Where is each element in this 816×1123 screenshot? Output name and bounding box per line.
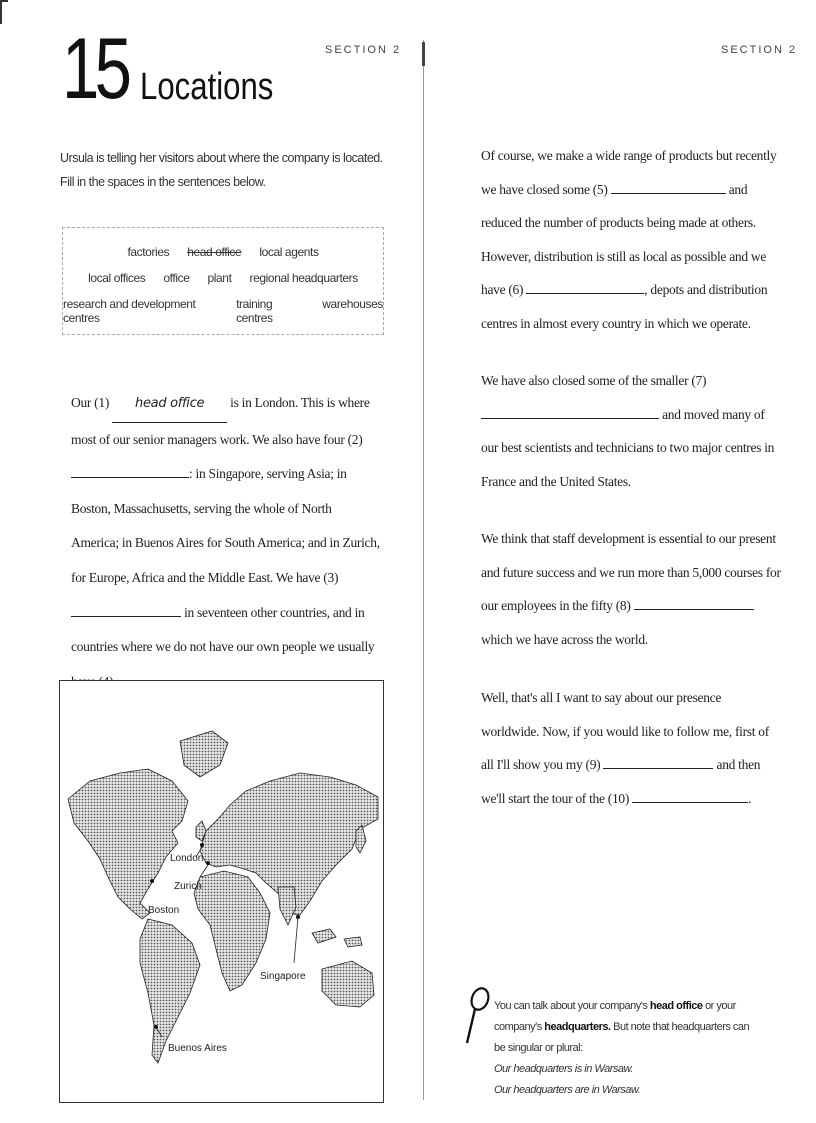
text-segment: Of course, we make a wide range of products but recently we have closed some (5) [481, 148, 777, 197]
right-paragraph-4 [481, 681, 781, 815]
unit-title: Locations [140, 66, 274, 108]
word-training-centres: training centres [236, 297, 273, 325]
new-guinea [344, 937, 362, 947]
world-map [59, 680, 384, 1103]
word-local-agents: local agents [259, 245, 319, 259]
tip-segment: or your company's [494, 1000, 736, 1033]
crop-mark [0, 0, 8, 24]
text-segment: Our (1) [71, 395, 110, 410]
word-factories: factories [127, 245, 170, 259]
word-box-row-2 [63, 271, 383, 285]
blank-10[interactable] [632, 788, 748, 803]
word-warehouses: warehouses [322, 297, 383, 311]
japan [356, 825, 366, 853]
page-spine-divider [423, 40, 424, 1100]
tip-note [494, 996, 756, 1101]
blank-8[interactable] [634, 595, 754, 610]
word-office: office [163, 271, 190, 285]
word-regional-headquarters: regional headquarters [249, 271, 358, 285]
word-plant: plant [207, 271, 232, 285]
text-segment: which we have across the world. [481, 631, 648, 647]
text-segment: and moved many of our best scientists and technicians to two major centres in France and the United States. [481, 406, 775, 489]
australia [322, 961, 374, 1007]
blank-5[interactable] [611, 179, 726, 194]
text-segment: We think that staff development is essential to our present and future success and we run more than 5,000 courses for our employees in the fifty (8) [481, 531, 781, 613]
indonesia [312, 929, 336, 943]
blank-7[interactable] [481, 404, 659, 419]
zurich-marker [206, 861, 210, 865]
section-label-left: SECTION 2 [325, 44, 402, 56]
tip-bold-head-office: head office [649, 1000, 703, 1012]
word-box-row-1 [63, 245, 383, 259]
word-research-centres: research and development centres [63, 297, 196, 325]
label-buenos-aires: Buenos Aires [168, 1043, 227, 1054]
magnifier-tip-icon [462, 985, 492, 1047]
word-box [62, 227, 384, 335]
tip-example-1: Our headquarters is in Warsaw. [494, 1063, 633, 1075]
section-label-right: SECTION 2 [721, 44, 798, 56]
text-segment: is in London. This is where most of our senior managers work. We also have four (2) [71, 395, 370, 447]
answer-1-handwritten: head office [112, 387, 227, 423]
text-segment: , depots and distribution centres in almost every country in which we operate. [481, 282, 768, 331]
tip-bold-headquarters: headquarters. [544, 1021, 611, 1033]
label-singapore: Singapore [260, 971, 306, 982]
north-america [68, 769, 188, 919]
unit-number: 15 [62, 21, 128, 117]
text-segment: Well, that's all I want to say about our presence worldwide. Now, if you would like to follow me, first of all I'll show you my (9) [481, 690, 769, 772]
right-paragraph-2 [481, 364, 781, 498]
south-america [140, 919, 200, 1063]
left-paragraph [71, 386, 381, 699]
spine-mark [422, 42, 425, 66]
text-segment: : in Singapore, serving Asia; in Boston, Massachusetts, serving the whole of North America; in Buenos Aires for South America; and in Zurich, for Europe, Africa and the Middle East. We have (3) [71, 466, 380, 585]
word-head-office-struck: head office [187, 245, 242, 259]
instructions: Ursula is telling her visitors about where the company is located. Fill in the spaces in the sentences below. [60, 151, 383, 189]
boston-marker [150, 879, 154, 883]
blank-9[interactable] [603, 754, 713, 769]
text-segment: and reduced the number of products being made at others. However, distribution is still as local as possible and we have (6) [481, 181, 767, 297]
tip-example-2: Our headquarters are in Warsaw. [494, 1084, 641, 1096]
india [278, 887, 296, 925]
tip-line [494, 996, 756, 1059]
label-boston: Boston [148, 905, 180, 916]
blank-3[interactable] [71, 602, 181, 617]
world-map-illustration [60, 681, 385, 1104]
blank-2[interactable] [71, 463, 189, 478]
right-paragraph-1 [481, 139, 781, 340]
right-paragraph-3 [481, 522, 781, 656]
text-segment: We have also closed some of the smaller (7) [481, 373, 707, 388]
tip-segment: But note that headquarters can be singular or plural: [494, 1021, 750, 1054]
buenos-aires-marker [154, 1025, 158, 1029]
greenland [180, 731, 228, 777]
word-box-row-3 [63, 297, 383, 325]
tip-segment: You can talk about your company's [494, 1000, 648, 1012]
text-segment: and then we'll start the tour of the (10) [481, 757, 761, 806]
singapore-marker [296, 915, 300, 919]
africa [194, 871, 270, 991]
text-segment: in seventeen other countries, and in countries where we do not have our own people we usually [71, 604, 375, 655]
word-local-offices: local offices [88, 271, 146, 285]
label-zurich: Zurich [174, 881, 202, 892]
blank-6[interactable] [526, 279, 644, 294]
label-london: London [170, 853, 204, 864]
continents [68, 731, 378, 1063]
london-marker [200, 843, 204, 847]
text-segment: . [748, 790, 752, 806]
